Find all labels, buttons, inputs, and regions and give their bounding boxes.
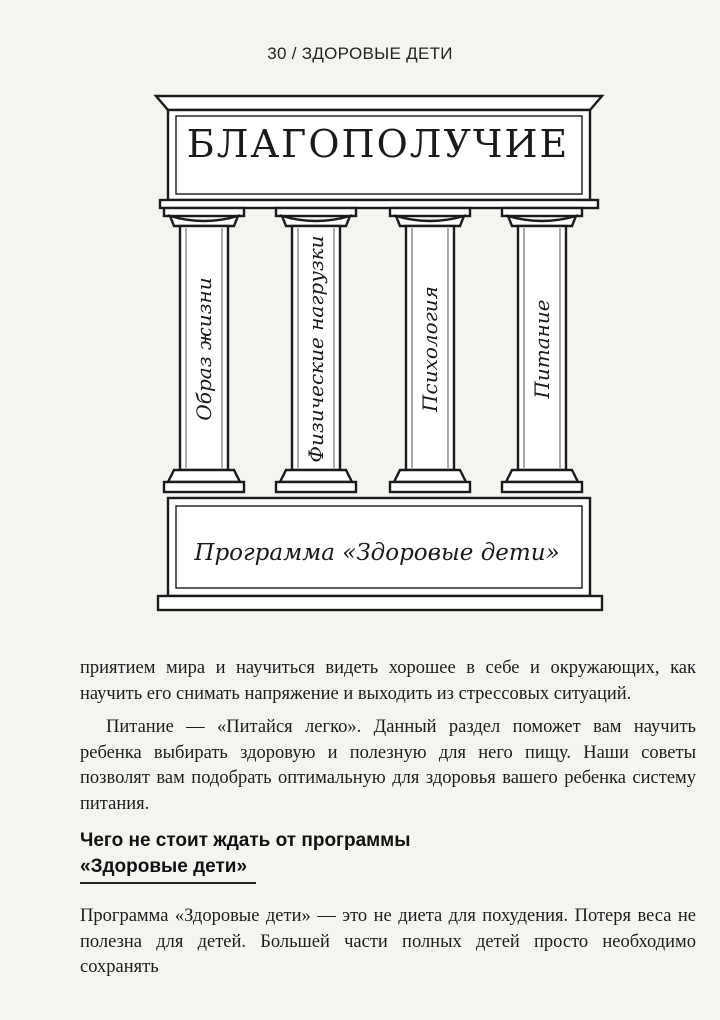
section-heading bbox=[80, 828, 410, 880]
temple-step bbox=[158, 596, 602, 610]
column-label-physical: Физические нагрузки bbox=[304, 235, 328, 463]
temple-cornice bbox=[156, 96, 602, 110]
section-heading-line-2: «Здоровые дети» bbox=[80, 856, 248, 877]
figure-base-label: Программа «Здоровые дети» bbox=[194, 540, 560, 566]
section-heading-underline bbox=[80, 882, 256, 884]
paragraph-continuation: приятием мира и научиться видеть хорошее в себе и окружающих, как научить его снимать напряжение и выходить из стрессовых ситуаций. bbox=[80, 658, 696, 704]
figure-title: БЛАГОПОЛУЧИЕ bbox=[186, 122, 570, 166]
paragraph-nutrition: Питание — «Питайся легко». Данный раздел поможет вам научить ребенка выбирать здоровую и полезную для него пищу. Наши советы позволят вам подобрать оптимальную для здоровья вашего ребенка систему питания. bbox=[80, 717, 696, 814]
body-text-upper bbox=[80, 656, 696, 817]
body-text-lower bbox=[80, 904, 696, 981]
column-label-nutrition: Питание bbox=[530, 299, 554, 399]
column-label-psychology: Психология bbox=[418, 286, 442, 412]
running-header: 30 / ЗДОРОВЫЕ ДЕТИ bbox=[267, 44, 453, 63]
column-label-lifestyle: Образ жизни bbox=[192, 277, 216, 421]
paragraph-not-a-diet: Программа «Здоровые дети» — это не диета для похудения. Потеря веса не полезна для детей. Большей части полных детей просто необходимо сохранять bbox=[80, 906, 696, 977]
section-heading-line-1: Чего не стоит ждать от программы bbox=[80, 830, 411, 851]
wellbeing-temple-figure bbox=[150, 78, 610, 633]
